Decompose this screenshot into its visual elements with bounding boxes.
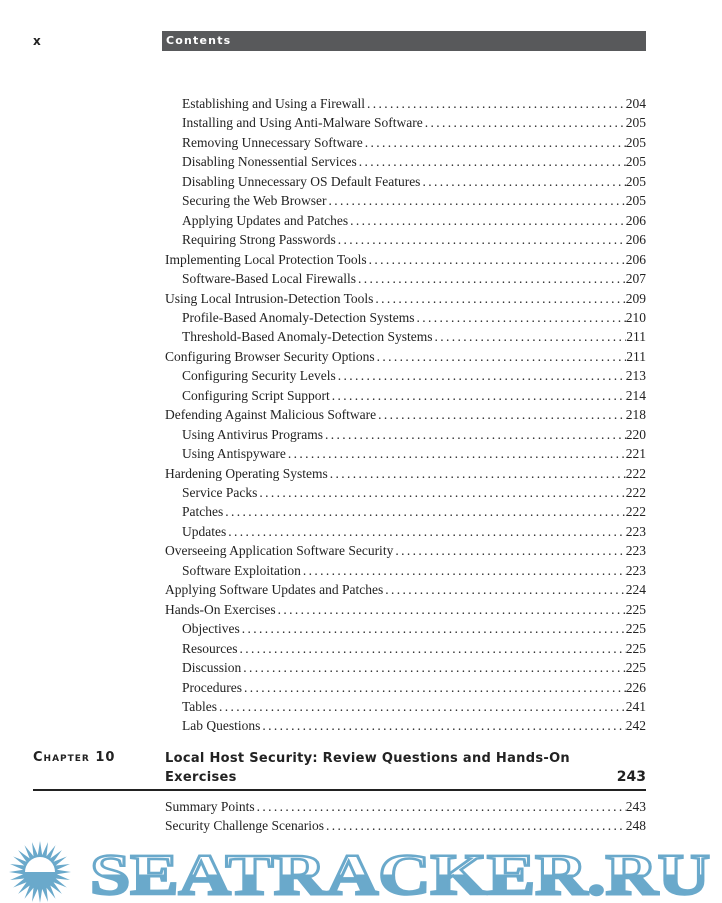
toc-entry-title: Applying Updates and Patches [182,212,349,228]
toc-entry[interactable] [182,716,646,735]
toc-entry-title: Patches [182,504,224,520]
toc-entry-title: Removing Unnecessary Software [182,134,363,150]
toc-entry-page: 223 [625,562,646,578]
dot-leader [241,658,625,677]
sun-logo-icon [9,841,71,903]
toc-entry[interactable] [182,425,646,444]
watermark [0,838,722,903]
toc-entry-page: 206 [625,251,646,267]
dot-leader [356,269,626,288]
toc-entry-title: Using Local Intrusion-Detection Tools [165,290,374,306]
toc-entry-title: Software-Based Local Firewalls [182,271,356,287]
dot-leader [226,522,626,541]
toc-entry-page: 205 [625,193,646,209]
dot-leader [240,619,626,638]
toc-entry[interactable] [165,600,646,619]
toc-entry[interactable] [182,386,646,405]
toc-entry-title: Defending Against Malicious Software [165,407,377,423]
toc-entry-title: Implementing Local Protection Tools [165,251,367,267]
toc-entry[interactable] [165,464,646,483]
toc-entry-page: 210 [625,309,646,325]
dot-leader [336,230,626,249]
toc-entry-page: 226 [625,679,646,695]
toc-entry-page: 220 [625,426,646,442]
toc-entry[interactable] [182,172,646,191]
dot-leader [420,172,625,191]
toc-entry[interactable] [182,366,646,385]
toc-entry-title: Security Challenge Scenarios [165,818,324,834]
toc-entry[interactable] [165,541,646,560]
dot-leader [432,327,626,346]
toc-entry-page: 211 [626,329,646,345]
toc-entry[interactable] [182,113,646,132]
toc-entry-page: 211 [626,348,646,364]
dot-leader [242,678,626,697]
toc-entry-page: 207 [625,271,646,287]
toc-entry-page: 206 [625,232,646,248]
dot-leader [237,639,625,658]
toc-entry-title: Tables [182,698,218,714]
dot-leader [330,386,626,405]
toc-entry-title: Hands-On Exercises [165,601,276,617]
toc-entry[interactable] [182,308,646,327]
toc-entry-page: 225 [625,640,646,656]
dot-leader [414,308,625,327]
toc-entry-page: 222 [625,485,646,500]
toc-entry-title: Securing the Web Browser [182,193,327,209]
toc-entry-page: 242 [625,718,646,734]
dot-leader [348,211,626,230]
toc-entry-page: 225 [625,660,646,676]
dot-leader [357,152,626,171]
toc-entry-page: 222 [625,504,646,520]
toc-entry[interactable] [165,405,646,424]
toc-entry[interactable] [182,327,646,346]
toc-entry[interactable] [165,797,646,816]
dot-leader [286,444,626,463]
toc-entry-title: Using Antivirus Programs [182,426,324,442]
dot-leader [365,94,626,113]
toc-entry[interactable] [182,133,646,152]
dot-leader [423,113,626,132]
toc-entry-page: 224 [625,582,646,598]
toc-entry-title: Summary Points [165,799,255,814]
dot-leader [327,191,626,210]
toc-entry-title: Configuring Security Levels [182,368,336,384]
toc-entry-page: 214 [625,387,646,403]
toc-entry-page: 225 [625,621,646,637]
toc-entry[interactable] [182,658,646,677]
toc-entry[interactable] [182,619,646,638]
toc-entry-page: 213 [625,368,646,384]
dot-leader [301,561,626,580]
watermark-text: SEATRACKER.RU [90,842,710,903]
toc-entry[interactable] [165,580,646,599]
toc-entry-title: Disabling Unnecessary OS Default Features [182,173,421,189]
toc-entry-title: Lab Questions [182,718,261,734]
toc-entry[interactable] [165,347,646,366]
toc-entry[interactable] [165,289,646,308]
dot-leader [363,133,626,152]
toc-entry[interactable] [182,230,646,249]
chapter-rule [33,789,646,791]
toc-entry-page: 223 [625,543,646,559]
toc-entry[interactable] [182,522,646,541]
toc-entry-title: Applying Software Updates and Patches [165,582,384,598]
toc-entry-title: Using Antispyware [182,446,286,462]
dot-leader [223,502,626,521]
toc-entry-title: Disabling Nonessential Services [182,154,357,170]
toc-entry[interactable] [182,483,646,502]
dot-leader [217,697,626,716]
toc-entry-page: 221 [625,446,646,462]
toc-entry-page: 243 [625,799,646,814]
running-head-bar [162,31,646,51]
dot-leader [324,816,626,835]
toc-entry-page: 205 [625,134,646,150]
dot-leader [260,716,625,735]
dot-leader [276,600,626,619]
dot-leader [393,541,625,560]
dot-leader [336,366,626,385]
toc-entry-title: Overseeing Application Software Security [165,543,394,559]
dot-leader [328,464,626,483]
toc-entry[interactable] [165,250,646,269]
toc-entry-page: 223 [625,523,646,539]
toc-entry-title: Software Exploitation [182,562,301,578]
toc-entry-title: Profile-Based Anomaly-Detection Systems [182,309,415,325]
toc-entry-page: 225 [625,601,646,617]
toc-entry[interactable] [182,444,646,463]
toc-entry-title: Configuring Script Support [182,387,330,403]
page-folio: x [33,34,41,48]
toc-entry-page: 204 [625,96,646,111]
toc-entry[interactable] [182,152,646,171]
toc-entry-page: 206 [625,212,646,228]
toc-entry-page: 248 [625,818,646,834]
running-head: Contents [166,34,232,47]
chapter-page: 243 [616,769,646,785]
toc-entry-title: Establishing and Using a Firewall [182,96,365,111]
toc-entry-title: Objectives [182,621,240,637]
toc-entry-title: Updates [182,523,227,539]
toc-entry[interactable] [182,678,646,697]
toc-entry-page: 209 [625,290,646,306]
toc-entry-title: Discussion [182,660,242,676]
toc-entry[interactable] [182,697,646,716]
toc-entry[interactable] [182,639,646,658]
dot-leader [323,425,626,444]
dot-leader [373,289,625,308]
toc-entry[interactable] [182,269,646,288]
chapter-label: Chapter 10 [33,750,116,765]
dot-leader [375,347,627,366]
toc-entry[interactable] [182,561,646,580]
dot-leader [255,797,626,816]
toc-entry-page: 205 [625,154,646,170]
dot-leader [376,405,626,424]
dot-leader [383,580,626,599]
toc-entry[interactable] [182,502,646,521]
toc-entry-title: Threshold-Based Anomaly-Detection Systems [182,329,433,345]
toc-entry-title: Service Packs [182,485,258,500]
dot-leader [257,483,625,502]
toc-entry-title: Resources [182,640,238,656]
toc-entry-title: Hardening Operating Systems [165,465,328,481]
toc-entry-page: 218 [625,407,646,423]
toc-entry[interactable] [165,816,646,835]
toc-entry-title: Procedures [182,679,242,695]
toc-entry-page: 205 [625,115,646,131]
toc-entry-title: Installing and Using Anti-Malware Software [182,115,423,131]
toc-entry[interactable] [182,94,646,113]
toc-entry-page: 222 [625,465,646,481]
chapter-title: Local Host Security: Review Questions and Hands-On Exercises [165,751,570,785]
toc-entry-page: 205 [625,173,646,189]
toc-entry-title: Configuring Browser Security Options [165,348,375,364]
toc-entry[interactable] [182,211,646,230]
dot-leader [367,250,626,269]
toc-entry-title: Requiring Strong Passwords [182,232,336,248]
toc-entry[interactable] [182,191,646,210]
toc-entry-page: 241 [625,698,646,714]
